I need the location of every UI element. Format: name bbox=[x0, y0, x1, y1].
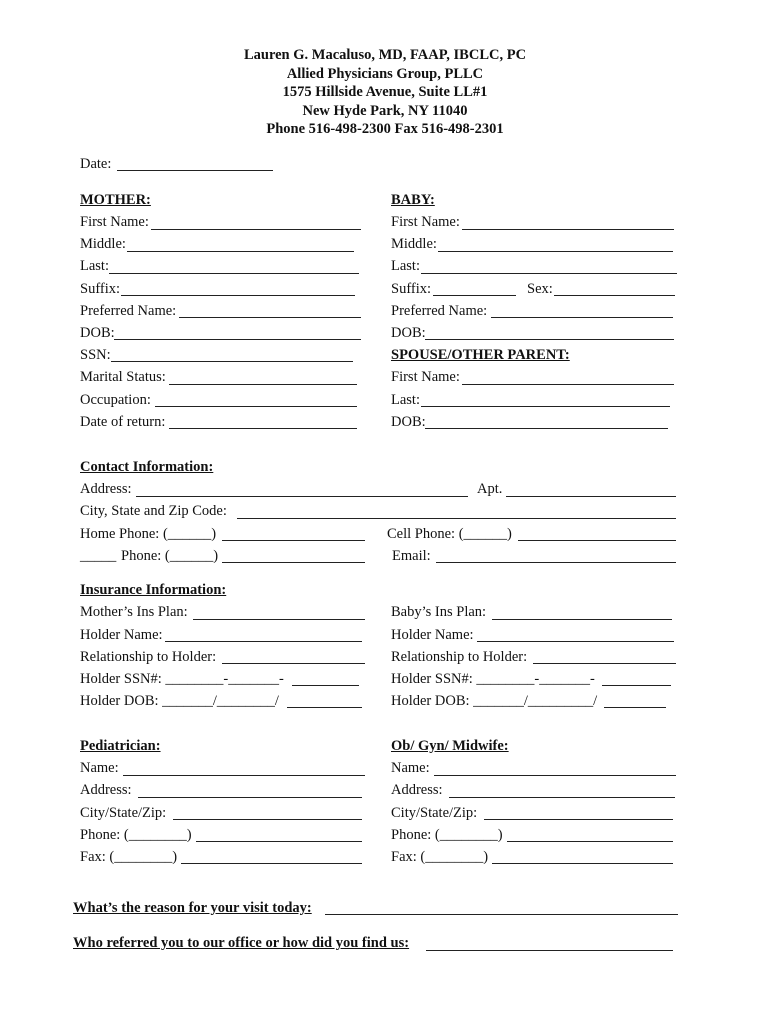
mother-holder-name-label: Holder Name: bbox=[80, 627, 163, 643]
mother-suffix-field[interactable] bbox=[121, 295, 355, 296]
pediatrician-city-field[interactable] bbox=[173, 819, 362, 820]
mother-holder-dob-field[interactable] bbox=[287, 707, 362, 708]
spouse-first-name-field[interactable] bbox=[462, 384, 674, 385]
spouse-dob-label: DOB: bbox=[391, 414, 426, 430]
baby-holder-name-label: Holder Name: bbox=[391, 627, 474, 643]
mother-ssn-label: SSN: bbox=[80, 347, 111, 363]
address-field[interactable] bbox=[136, 496, 468, 497]
obgyn-address-field[interactable] bbox=[449, 797, 675, 798]
spouse-heading: SPOUSE/OTHER PARENT: bbox=[391, 347, 570, 363]
mother-last-label: Last: bbox=[80, 258, 109, 274]
mother-first-name-field[interactable] bbox=[151, 229, 361, 230]
baby-sex-label: Sex: bbox=[527, 281, 553, 297]
other-phone-label: Phone: (______) bbox=[121, 548, 219, 564]
mother-preferred-name-label: Preferred Name: bbox=[80, 303, 177, 319]
baby-holder-ssn-label: Holder SSN#: ________-_______- bbox=[391, 671, 595, 687]
letterhead bbox=[0, 46, 770, 139]
baby-sex-field[interactable] bbox=[554, 295, 675, 296]
mother-middle-label: Middle: bbox=[80, 236, 126, 252]
mother-occupation-label: Occupation: bbox=[80, 392, 151, 408]
mother-marital-status-label: Marital Status: bbox=[80, 369, 166, 385]
baby-heading: BABY: bbox=[391, 192, 435, 208]
mother-occupation-field[interactable] bbox=[155, 406, 357, 407]
mother-suffix-label: Suffix: bbox=[80, 281, 121, 297]
pediatrician-heading: Pediatrician: bbox=[80, 738, 161, 754]
baby-middle-label: Middle: bbox=[391, 236, 437, 252]
insurance-heading: Insurance Information: bbox=[80, 582, 227, 598]
mother-heading: MOTHER: bbox=[80, 192, 151, 208]
babys-ins-plan-label: Baby’s Ins Plan: bbox=[391, 604, 487, 620]
pediatrician-name-field[interactable] bbox=[123, 775, 365, 776]
doctor-name: Lauren G. Macaluso, MD, FAAP, IBCLC, PC bbox=[243, 47, 527, 63]
baby-holder-dob-label: Holder DOB: _______/_________/ bbox=[391, 693, 598, 709]
email-field[interactable] bbox=[436, 562, 676, 563]
pediatrician-fax-label: Fax: (________) bbox=[80, 849, 178, 865]
baby-preferred-name-label: Preferred Name: bbox=[391, 303, 488, 319]
spouse-last-field[interactable] bbox=[421, 406, 670, 407]
baby-suffix-field[interactable] bbox=[433, 295, 516, 296]
mother-first-name-label: First Name: bbox=[80, 214, 149, 230]
mother-ssn-field[interactable] bbox=[111, 361, 353, 362]
obgyn-name-field[interactable] bbox=[434, 775, 676, 776]
city-state-zip-field[interactable] bbox=[237, 518, 676, 519]
baby-last-label: Last: bbox=[391, 258, 420, 274]
pediatrician-address-label: Address: bbox=[80, 782, 132, 798]
visit-reason-field[interactable] bbox=[325, 914, 678, 915]
baby-relationship-field[interactable] bbox=[533, 663, 676, 664]
apt-label: Apt. bbox=[477, 481, 503, 497]
pediatrician-fax-field[interactable] bbox=[181, 863, 362, 864]
baby-holder-name-field[interactable] bbox=[477, 641, 674, 642]
address-label: Address: bbox=[80, 481, 132, 497]
date-field[interactable] bbox=[117, 170, 273, 171]
obgyn-phone-label: Phone: (________) bbox=[391, 827, 503, 843]
mother-holder-name-field[interactable] bbox=[165, 641, 362, 642]
baby-suffix-label: Suffix: bbox=[391, 281, 432, 297]
cell-phone-field[interactable] bbox=[518, 540, 676, 541]
other-phone-type-field[interactable]: _____ bbox=[80, 548, 117, 564]
home-phone-field[interactable] bbox=[222, 540, 365, 541]
baby-dob-label: DOB: bbox=[391, 325, 426, 341]
mother-marital-status-field[interactable] bbox=[169, 384, 357, 385]
obgyn-address-label: Address: bbox=[391, 782, 443, 798]
email-label: Email: bbox=[392, 548, 431, 564]
mother-preferred-name-field[interactable] bbox=[179, 317, 361, 318]
mother-holder-ssn-field[interactable] bbox=[292, 685, 359, 686]
pediatrician-city-label: City/State/Zip: bbox=[80, 805, 167, 821]
spouse-first-name-label: First Name: bbox=[391, 369, 460, 385]
practice-name: Allied Physicians Group, PLLC bbox=[286, 65, 484, 82]
mothers-ins-plan-field[interactable] bbox=[193, 619, 365, 620]
baby-preferred-name-field[interactable] bbox=[491, 317, 673, 318]
obgyn-fax-field[interactable] bbox=[492, 863, 673, 864]
practice-city: New Hyde Park, NY 11040 bbox=[302, 102, 468, 119]
mother-last-field[interactable] bbox=[109, 273, 359, 274]
city-state-zip-label: City, State and Zip Code: bbox=[80, 503, 227, 519]
baby-middle-field[interactable] bbox=[438, 251, 673, 252]
mother-middle-field[interactable] bbox=[127, 251, 354, 252]
obgyn-fax-label: Fax: (________) bbox=[391, 849, 489, 865]
babys-ins-plan-field[interactable] bbox=[492, 619, 672, 620]
visit-reason-label: What’s the reason for your visit today: bbox=[73, 900, 312, 916]
mothers-ins-plan-label: Mother’s Ins Plan: bbox=[80, 604, 188, 620]
baby-holder-ssn-field[interactable] bbox=[602, 685, 671, 686]
pediatrician-name-label: Name: bbox=[80, 760, 119, 776]
referral-source-label: Who referred you to our office or how did you find us: bbox=[73, 935, 410, 951]
spouse-dob-field[interactable] bbox=[425, 428, 668, 429]
baby-dob-field[interactable] bbox=[425, 339, 674, 340]
mother-relationship-field[interactable] bbox=[222, 663, 365, 664]
mother-date-of-return-label: Date of return: bbox=[80, 414, 166, 430]
obgyn-heading: Ob/ Gyn/ Midwife: bbox=[391, 738, 509, 754]
baby-holder-dob-field[interactable] bbox=[604, 707, 666, 708]
mother-holder-dob-label: Holder DOB: _______/________/ bbox=[80, 693, 279, 709]
date-label: Date: bbox=[80, 156, 112, 172]
practice-phone-fax: Phone 516-498-2300 Fax 516-498-2301 bbox=[266, 121, 504, 137]
mother-holder-ssn-label: Holder SSN#: ________-_______- bbox=[80, 671, 284, 687]
pediatrician-address-field[interactable] bbox=[138, 797, 362, 798]
mother-dob-field[interactable] bbox=[114, 339, 361, 340]
obgyn-name-label: Name: bbox=[391, 760, 430, 776]
baby-last-field[interactable] bbox=[421, 273, 677, 274]
apt-field[interactable] bbox=[506, 496, 676, 497]
mother-date-of-return-field[interactable] bbox=[169, 428, 357, 429]
referral-source-field[interactable] bbox=[426, 950, 673, 951]
mother-relationship-label: Relationship to Holder: bbox=[80, 649, 217, 665]
obgyn-city-label: City/State/Zip: bbox=[391, 805, 478, 821]
baby-relationship-label: Relationship to Holder: bbox=[391, 649, 528, 665]
baby-first-name-field[interactable] bbox=[462, 229, 674, 230]
practice-street: 1575 Hillside Avenue, Suite LL#1 bbox=[282, 84, 488, 100]
home-phone-label: Home Phone: (______) bbox=[80, 526, 217, 542]
pediatrician-phone-field[interactable] bbox=[196, 841, 362, 842]
cell-phone-label: Cell Phone: (______) bbox=[387, 526, 512, 542]
obgyn-phone-field[interactable] bbox=[507, 841, 673, 842]
mother-dob-label: DOB: bbox=[80, 325, 115, 341]
pediatrician-phone-label: Phone: (________) bbox=[80, 827, 192, 843]
baby-first-name-label: First Name: bbox=[391, 214, 460, 230]
spouse-last-label: Last: bbox=[391, 392, 420, 408]
obgyn-city-field[interactable] bbox=[484, 819, 673, 820]
contact-heading: Contact Information: bbox=[80, 459, 214, 475]
other-phone-field[interactable] bbox=[222, 562, 365, 563]
